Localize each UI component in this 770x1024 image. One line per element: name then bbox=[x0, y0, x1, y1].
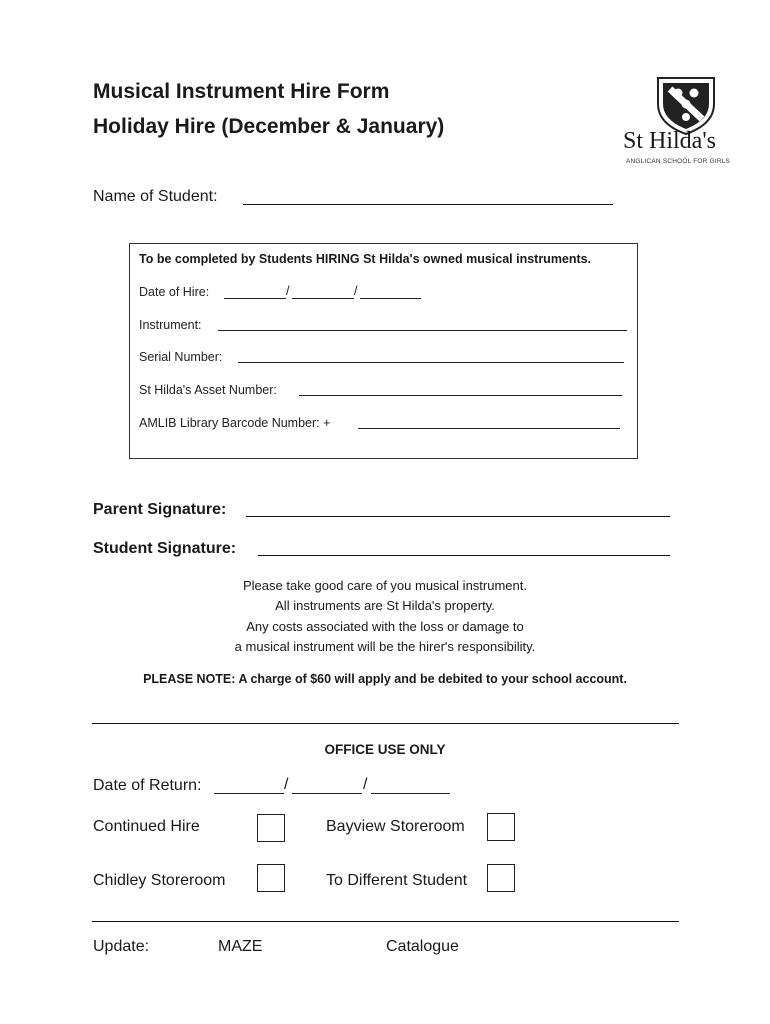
hire-box-heading: To be completed by Students HIRING St Hilda's owned musical instruments. bbox=[139, 252, 592, 266]
bayview-storeroom-checkbox[interactable] bbox=[487, 813, 515, 841]
maze-label: MAZE bbox=[218, 938, 263, 955]
amlib-barcode-field[interactable] bbox=[358, 428, 620, 429]
return-year-field[interactable] bbox=[371, 793, 450, 794]
hire-year-field[interactable] bbox=[360, 298, 421, 299]
notice-line: a musical instrument will be the hirer's responsibility. bbox=[234, 639, 536, 654]
please-note: PLEASE NOTE: A charge of $60 will apply and be debited to your school account. bbox=[143, 672, 627, 686]
asset-number-field[interactable] bbox=[299, 395, 622, 396]
office-use-heading: OFFICE USE ONLY bbox=[324, 742, 446, 757]
school-logo bbox=[620, 74, 750, 174]
student-signature-field[interactable] bbox=[258, 555, 670, 556]
date-separator: / bbox=[286, 284, 290, 298]
return-month-field[interactable] bbox=[292, 793, 362, 794]
date-of-return-label: Date of Return: bbox=[93, 777, 202, 794]
logo-tagline: ANGLICAN SCHOOL FOR GIRLS bbox=[626, 158, 731, 165]
date-separator: / bbox=[284, 776, 289, 793]
date-separator: / bbox=[363, 776, 368, 793]
form-title: Musical Instrument Hire Form bbox=[93, 80, 390, 103]
crest-icon bbox=[656, 74, 716, 136]
asset-number-label: St Hilda's Asset Number: bbox=[139, 383, 277, 397]
continued-hire-checkbox[interactable] bbox=[257, 814, 285, 842]
hire-day-field[interactable] bbox=[224, 298, 286, 299]
form-subtitle: Holiday Hire (December & January) bbox=[93, 115, 445, 138]
bayview-storeroom-label: Bayview Storeroom bbox=[326, 818, 465, 835]
student-signature-label: Student Signature: bbox=[93, 540, 237, 557]
chidley-storeroom-checkbox[interactable] bbox=[257, 864, 285, 892]
chidley-storeroom-label: Chidley Storeroom bbox=[93, 872, 226, 889]
return-day-field[interactable] bbox=[214, 793, 284, 794]
logo-name: St Hilda's bbox=[623, 128, 716, 154]
student-name-field[interactable] bbox=[243, 204, 613, 205]
date-of-hire-label: Date of Hire: bbox=[139, 285, 210, 299]
different-student-label: To Different Student bbox=[326, 872, 468, 889]
serial-number-field[interactable] bbox=[238, 362, 624, 363]
update-label: Update: bbox=[93, 938, 150, 955]
serial-number-label: Serial Number: bbox=[139, 350, 223, 364]
amlib-barcode-label: AMLIB Library Barcode Number: + bbox=[139, 416, 331, 430]
notice-line: All instruments are St Hilda's property. bbox=[275, 598, 495, 613]
catalogue-label: Catalogue bbox=[386, 938, 459, 955]
different-student-checkbox[interactable] bbox=[487, 864, 515, 892]
notice-line: Please take good care of you musical instrument. bbox=[243, 578, 527, 593]
office-divider-bottom bbox=[92, 921, 679, 922]
instrument-field[interactable] bbox=[218, 330, 627, 331]
office-divider-top bbox=[92, 723, 679, 724]
hire-month-field[interactable] bbox=[292, 298, 354, 299]
date-separator: / bbox=[354, 284, 358, 298]
continued-hire-label: Continued Hire bbox=[93, 818, 200, 835]
student-name-label: Name of Student: bbox=[93, 188, 218, 205]
parent-signature-label: Parent Signature: bbox=[93, 501, 227, 518]
notice-line: Any costs associated with the loss or damage to bbox=[246, 619, 524, 634]
parent-signature-field[interactable] bbox=[246, 516, 670, 517]
instrument-label: Instrument: bbox=[139, 318, 202, 332]
